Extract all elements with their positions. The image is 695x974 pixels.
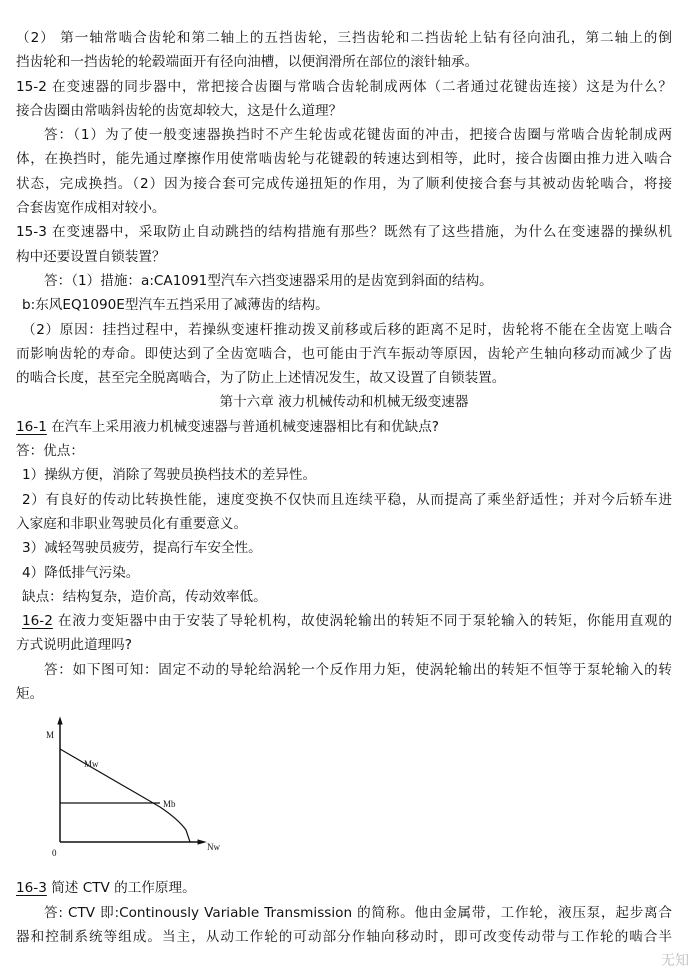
text-line: 器和控制系统等组成。当主，从动工作轮的可动部分作轴向移动时，即可改变传动带与工作轮的啮合半 <box>16 928 672 945</box>
text-line: 入家庭和非职业驾驶员化有重要意义。 <box>16 515 248 532</box>
question-number: 16-3 <box>16 880 47 897</box>
list-item: 2）有良好的传动比转换性能，速度变换不仅快而且连续平稳，从而提高了乘坐舒适性；并对今后轿车进 <box>22 491 672 508</box>
question-15-2: 15-2 在变速器的同步器中，常把接合齿圈与常啮合齿轮制成两体（二者通过花键齿连接）这是为什么？ <box>16 78 672 95</box>
x-axis-label: Nw <box>207 842 220 853</box>
text-line: 状态，完成换挡。（2）因为接合套可完成传递扭矩的作用，为了顺利使接合套与其被动齿轮啮合，将接 <box>16 175 672 192</box>
answer-16-3: 答: CTV 即:Continously Variable Transmission 的简称。他由金属带，工作轮，液压泵，起步离合 <box>44 904 672 921</box>
x-axis-arrow <box>198 840 205 844</box>
question-16-3 <box>16 876 672 900</box>
text-line: b:东风EQ1090E型汽车五挡采用了减薄齿的结构。 <box>22 297 329 314</box>
answer-15-2: 答：（1）为了使一般变速器换挡时不产生轮齿或花键齿面的冲击，把接合齿圈与常啮合齿轮制成两 <box>44 127 672 144</box>
y-axis-arrow <box>58 718 62 724</box>
text-line: 接合齿圈由常啮斜齿轮的齿宽却较大，这是什么道理？ <box>16 102 343 119</box>
origin-label: 0 <box>52 848 57 859</box>
question-text: 简述 CTV 的工作原理。 <box>51 880 196 897</box>
answer-16-2: 答：如下图可知：固定不动的导轮给涡轮一个反作用力矩，使涡轮输出的转矩不恒等于泵轮输入的转 <box>44 661 672 678</box>
document-body <box>16 26 672 949</box>
watermark: 无知 <box>661 953 689 969</box>
list-item: 1）操纵方便，消除了驾驶员换档技术的差异性。 <box>22 467 317 484</box>
text-line: 矩。 <box>16 686 44 703</box>
text-line: 挡齿轮和一挡齿轮的轮毂端面开有径向油槽，以便润滑所在部位的滚针轴承。 <box>16 54 479 71</box>
text-line: 的啮合长度，甚至完全脱离啮合，为了防止上述情况发生，故又设置了自锁装置。 <box>16 370 506 387</box>
torque-figure <box>16 706 672 876</box>
text-line: （2） 第一轴常啮合齿轮和第二轴上的五挡齿轮，三挡齿轮和二挡齿轮上钻有径向油孔，第二轴上的倒 <box>16 30 672 46</box>
torque-diagram <box>0 706 260 876</box>
question-number: 16-1 <box>16 418 47 435</box>
mw-curve <box>60 749 190 842</box>
y-axis-label: M <box>46 730 55 741</box>
question-16-1 <box>16 415 672 439</box>
question-15-3: 15-3 在变速器中，采取防止自动跳挡的结构措施有那些？既然有了这些措施，为什么在变速器的操纵机 <box>16 224 672 241</box>
text-line: 构中还要设置自锁装置？ <box>16 248 166 265</box>
text-line: 方式说明此道理吗? <box>16 637 132 654</box>
chapter-heading: 第十六章 液力机械传动和机械无级变速器 <box>219 394 469 411</box>
mb-label: Mb <box>163 799 176 810</box>
answer-15-3: 答：（1）措施：a:CA1091型汽车六挡变速器采用的是齿宽到斜面的结构。 <box>44 272 493 289</box>
list-item: 4）降低排气污染。 <box>22 564 140 581</box>
mw-label: Mw <box>84 759 99 770</box>
list-item: 3）减轻驾驶员疲劳，提高行车安全性。 <box>22 540 262 557</box>
text-line: （2）原因：挂挡过程中，若操纵变速杆推动拨叉前移或后移的距离不足时，齿轮将不能在全齿宽上啮合 <box>22 321 672 338</box>
question-16-2 <box>16 609 672 633</box>
question-number: 16-2 <box>22 613 53 630</box>
question-text: 在汽车上采用液力机械变速器与普通机械变速器相比有和优缺点? <box>51 418 440 435</box>
text-line: 而影响齿轮的寿命。即使达到了全齿宽啮合，也可能由于汽车振动等原因，齿轮产生轴向移动而减少了齿 <box>16 345 672 362</box>
question-text: 在液力变矩器中由于安装了导轮机构，故使涡轮输出的转矩不同于泵轮输入的转矩，你能用直观的 <box>57 613 672 630</box>
text-line: 体，在换挡时，能先通过摩擦作用使常啮齿轮与花键毂的转速达到相等，此时，接合齿圈由推力进入啮合 <box>16 151 672 168</box>
text-line: 合套齿宽作成相对较小。 <box>16 200 166 217</box>
text-line: 缺点：结构复杂，造价高，传动效率低。 <box>22 588 267 605</box>
text-line: 答：优点： <box>16 443 84 460</box>
